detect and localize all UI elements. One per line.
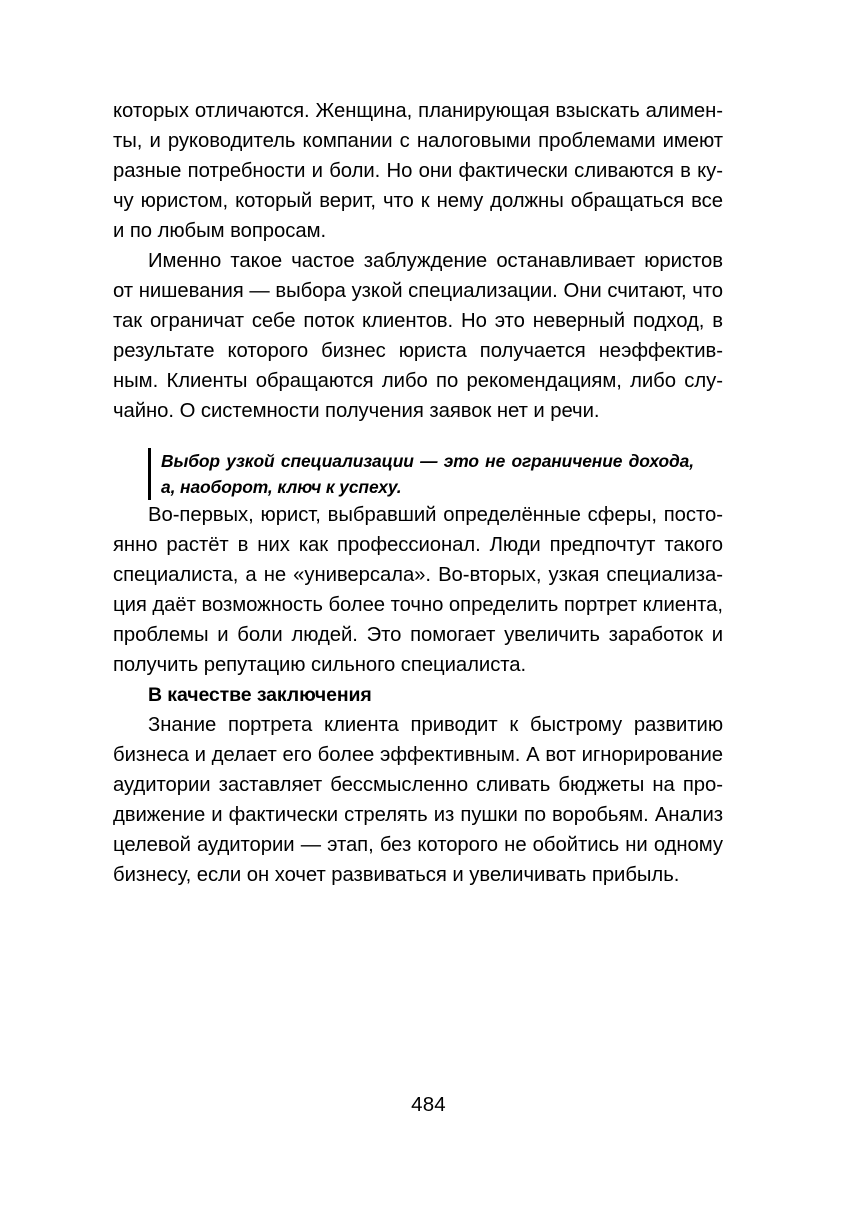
page-text-column [113,96,723,890]
paragraph-continuation: которых отличаются. Женщина, планирующая взыскать алименты, и руководитель компании с налоговыми проблемами имеют разные потребности и боли. Но они фактически сливаются в кучу юристом, который верит, что к нему должны обращаться все и по любым вопросам. [113,100,723,242]
section-heading: В качестве заключения [148,684,372,706]
paragraph-conclusion: Знание портрета клиента приводит к быстрому развитию бизнеса и делает его более эффективным. А вот игнорирование аудитории заставляет бессмысленно сливать бюджеты на продвижение и фактически стрелять из пушки по воробьям. Анализ целевой аудитории — этап, без которого не обойтись ни одному бизнесу, если он хочет развиваться и увеличивать прибыль. [113,714,723,886]
paragraph-nishevanie: Именно такое частое заблуждение останавливает юристов от нишевания — выбора узкой специализации. Они считают, что так ограничат себе поток клиентов. Но это неверный подход, в результате которого бизнес юриста получается неэффективным. Клиенты обращаются либо по рекомендациям, либо случайно. О системности получения заявок нет и речи. [113,250,723,422]
page-number: 484 [411,1093,446,1116]
pull-quote [148,448,694,500]
paragraph-vo-pervyh: Во-первых, юрист, выбравший определённые сферы, постоянно растёт в них как профессионал. Люди предпочтут такого специалиста, а не «универсала». Во-вторых, узкая специализация даёт возможность более точно определить портрет клиента, проблемы и боли людей. Это помогает увеличить заработок и получить репутацию сильного специалиста. [113,504,723,676]
pull-quote-text: Выбор узкой специализации — это не ограничение дохода, а, наоборот, ключ к успеху. [161,451,694,497]
